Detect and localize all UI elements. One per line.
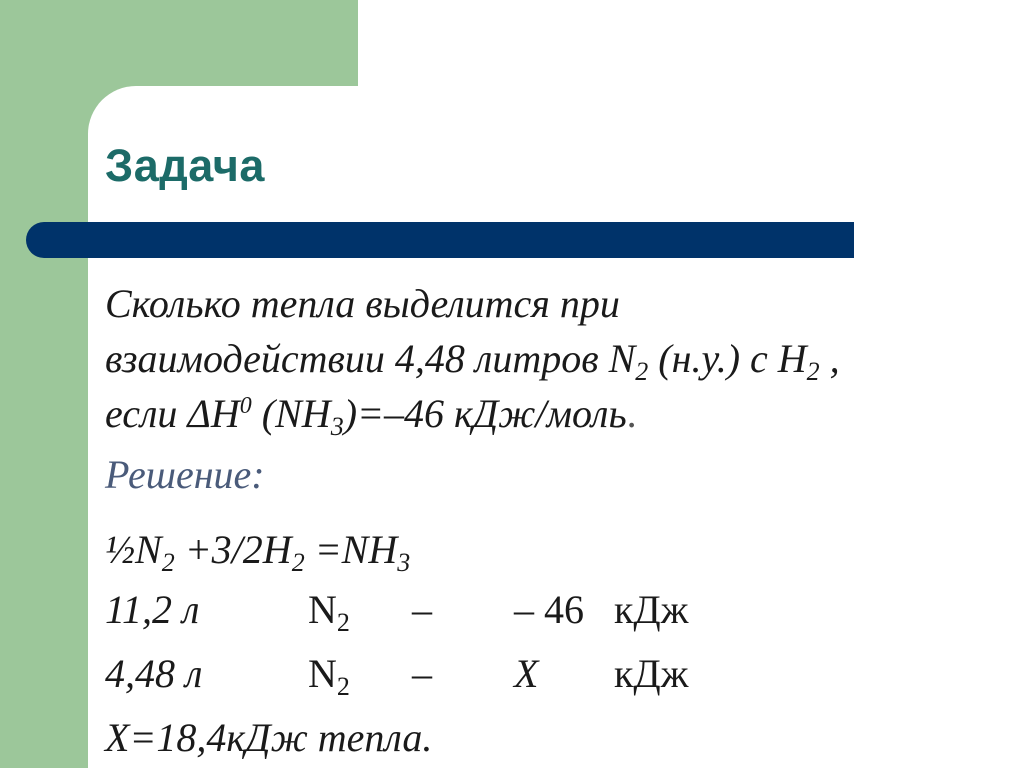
row2-amount: 4,48 л bbox=[105, 651, 203, 696]
slide-title: Задача bbox=[105, 140, 265, 191]
row2-value: Х bbox=[514, 651, 539, 696]
problem-line-2: взаимодействии 4,48 литров $N_2$ (н.у.) с $Н_2$ , bbox=[105, 336, 840, 386]
row1-dash: – bbox=[412, 587, 432, 632]
row1-unit: кДж bbox=[614, 587, 689, 632]
row1-value: – 46 bbox=[514, 587, 584, 632]
row1-substance: $N_2$ bbox=[308, 587, 350, 637]
row2-unit: кДж bbox=[614, 651, 689, 696]
problem-line-3: если $\Delta Н^0$ $(NН_3)=-46$ кДж/моль. bbox=[105, 391, 637, 441]
row2-dash: – bbox=[412, 651, 432, 696]
top-white-area bbox=[358, 0, 1024, 90]
title-divider-bar bbox=[26, 222, 854, 258]
problem-line-1: Сколько тепла выделится при bbox=[105, 281, 620, 326]
answer-line: Х=18,4кДж тепла. bbox=[105, 715, 433, 760]
row1-amount: 11,2 л bbox=[105, 587, 200, 632]
solution-label: Решение: bbox=[105, 452, 265, 497]
row2-substance: $N_2$ bbox=[308, 651, 350, 701]
reaction-equation: $\frac{1}{2}N_2 +3/2H_2 =NH_3$ bbox=[105, 527, 411, 577]
